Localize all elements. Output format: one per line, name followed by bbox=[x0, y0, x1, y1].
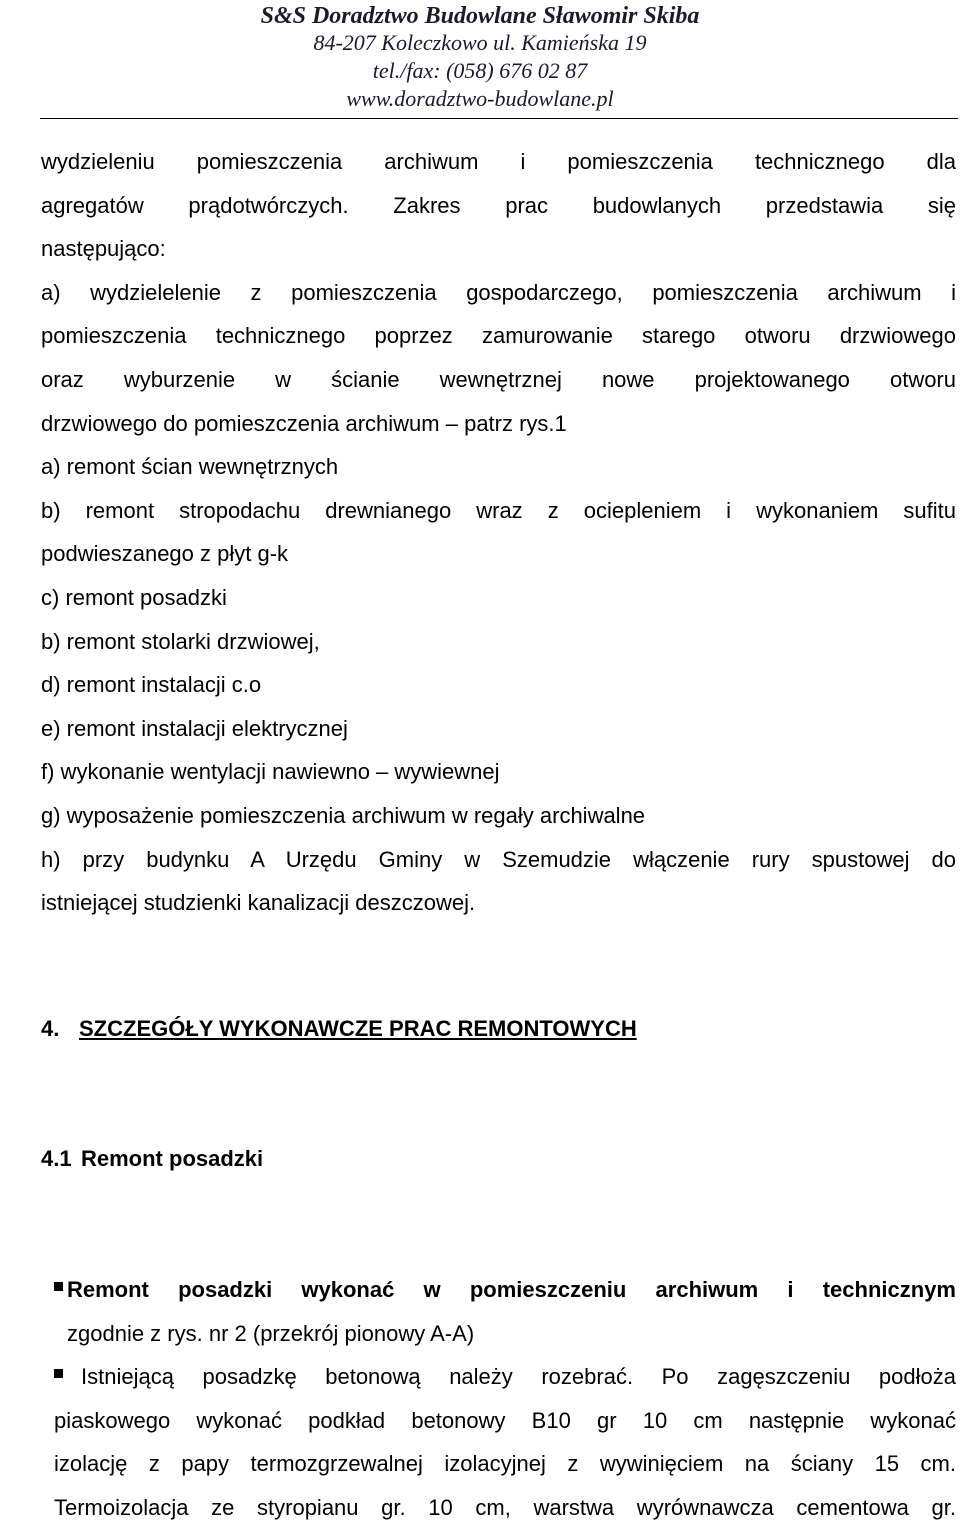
list-item: b) remont stropodachu drewnianego wraz z ociepleniem i wykonaniem sufitu bbox=[41, 497, 956, 523]
company-website: www.doradztwo-budowlane.pl bbox=[346, 86, 614, 111]
text-line: drzwiowego do pomieszczenia archiwum – patrz rys.1 bbox=[41, 410, 567, 436]
bullet-line: izolację z papy termozgrzewalnej izolacyjnej z wywinięciem na ściany 15 cm. bbox=[54, 1451, 956, 1477]
section-heading-4 bbox=[41, 1016, 637, 1042]
company-phone: tel./fax: (058) 676 02 87 bbox=[372, 58, 588, 83]
bullet-line: Termoizolacja ze styropianu gr. 10 cm, warstwa wyrównawcza cementowa gr. bbox=[54, 1494, 956, 1520]
bullet-line: Remont posadzki wykonać w pomieszczeniu archiwum i technicznym bbox=[67, 1277, 956, 1302]
list-item: f) wykonanie wentylacji nawiewno – wywiewnej bbox=[41, 759, 500, 785]
text-line: oraz wyburzenie w ścianie wewnętrznej nowe projektowanego otworu bbox=[41, 366, 956, 392]
bullet-line: piaskowego wykonać podkład betonowy B10 gr 10 cm następnie wykonać bbox=[54, 1407, 956, 1433]
bullet-item bbox=[54, 1355, 956, 1399]
section-number: 4. bbox=[41, 1016, 60, 1041]
section-heading-4-1 bbox=[41, 1146, 263, 1172]
list-item: h) przy budynku A Urzędu Gminy w Szemudzie włączenie rury spustowej do bbox=[41, 846, 956, 872]
list-item: a) remont ścian wewnętrznych bbox=[41, 454, 339, 480]
text-line: istniejącej studzienki kanalizacji deszczowej. bbox=[41, 890, 476, 916]
text-line: podwieszanego z płyt g-k bbox=[41, 541, 289, 567]
header-divider bbox=[40, 118, 958, 119]
text-line: pomieszczenia technicznego poprzez zamurowanie starego otworu drzwiowego bbox=[41, 323, 956, 349]
square-bullet-icon bbox=[54, 1369, 63, 1378]
section-title: SZCZEGÓŁY WYKONAWCZE PRAC REMONTOWYCH bbox=[79, 1016, 637, 1041]
text-line: następująco: bbox=[41, 236, 166, 262]
company-address: 84-207 Koleczkowo ul. Kamieńska 19 bbox=[313, 30, 647, 55]
list-item: c) remont posadzki bbox=[41, 584, 227, 610]
bullet-item bbox=[54, 1268, 956, 1312]
text-line: wydzieleniu pomieszczenia archiwum i pomieszczenia technicznego dla bbox=[41, 149, 956, 174]
bullet-line: zgodnie z rys. nr 2 (przekrój pionowy A-A) bbox=[67, 1320, 475, 1346]
section-title: Remont posadzki bbox=[81, 1146, 264, 1171]
text-line: agregatów prądotwórczych. Zakres prac budowlanych przedstawia się bbox=[41, 192, 956, 218]
square-bullet-icon bbox=[54, 1282, 63, 1291]
list-item: b) remont stolarki drzwiowej, bbox=[41, 628, 320, 654]
list-item: e) remont instalacji elektrycznej bbox=[41, 715, 348, 741]
list-item: g) wyposażenie pomieszczenia archiwum w regały archiwalne bbox=[41, 802, 646, 828]
bullet-line: Istniejącą posadzkę betonową należy rozebrać. Po zagęszczeniu podłoża bbox=[81, 1364, 956, 1390]
text-line: a) wydzielelenie z pomieszczenia gospodarczego, pomieszczenia archiwum i bbox=[41, 279, 956, 305]
section-number: 4.1 bbox=[41, 1146, 72, 1171]
bullet-list bbox=[54, 1268, 956, 1530]
list-item: d) remont instalacji c.o bbox=[41, 672, 262, 698]
company-name: S&S Doradztwo Budowlane Sławomir Skiba bbox=[260, 3, 700, 29]
scope-of-works bbox=[41, 140, 956, 925]
